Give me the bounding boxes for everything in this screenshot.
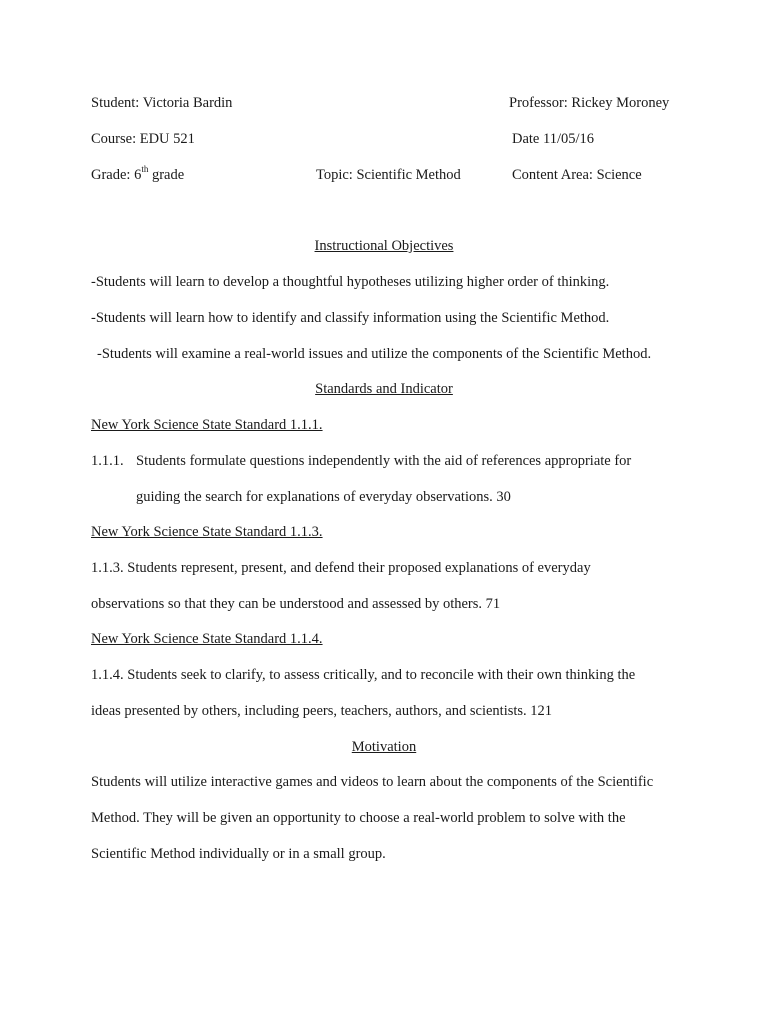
- grade-suffix: grade: [148, 167, 185, 183]
- motivation-text: Students will utilize interactive games and videos to learn about the components of the Scientific: [91, 774, 654, 790]
- professor-name: Professor: Rickey Moroney: [509, 95, 670, 111]
- standard-1-1-4-text: 1.1.4. Students seek to clarify, to assess critically, and to reconcile with their own thinking the: [91, 667, 636, 683]
- standard-title-1-1-3: New York Science State Standard 1.1.3.: [91, 524, 323, 540]
- objective-item: -Students will learn to develop a thoughtful hypotheses utilizing higher order of thinking.: [91, 274, 610, 290]
- standard-1-1-4-text-cont: ideas presented by others, including peers, teachers, authors, and scientists. 121: [91, 703, 553, 719]
- course: Course: EDU 521: [91, 131, 195, 147]
- date: Date 11/05/16: [512, 131, 595, 147]
- objectives-heading: Instructional Objectives: [314, 238, 454, 254]
- objective-item: -Students will examine a real-world issues and utilize the components of the Scientific Method.: [97, 346, 652, 362]
- grade-ordinal: th: [141, 164, 149, 175]
- motivation-text-cont: Method. They will be given an opportunity to choose a real-world problem to solve with the: [91, 810, 626, 826]
- objective-item: -Students will learn how to identify and classify information using the Scientific Method.: [91, 310, 610, 326]
- standard-1-1-3-text: 1.1.3. Students represent, present, and defend their proposed explanations of everyday: [91, 560, 591, 576]
- standard-1-1-3-text-cont: observations so that they can be understood and assessed by others. 71: [91, 596, 501, 612]
- standard-title-1-1-1: New York Science State Standard 1.1.1.: [91, 417, 323, 433]
- standard-1-1-1-text-cont: guiding the search for explanations of everyday observations. 30: [136, 489, 511, 505]
- motivation-heading: Motivation: [351, 739, 417, 755]
- standard-title-1-1-4: New York Science State Standard 1.1.4.: [91, 631, 323, 647]
- topic: Topic: Scientific Method: [316, 167, 461, 183]
- grade-prefix: Grade: 6: [91, 167, 142, 183]
- standard-1-1-1-number: 1.1.1.: [91, 453, 124, 469]
- standards-heading: Standards and Indicator: [315, 381, 453, 397]
- content-area: Content Area: Science: [512, 167, 642, 183]
- grade: [91, 166, 184, 184]
- motivation-text-end: Scientific Method individually or in a small group.: [91, 846, 386, 862]
- student-name: Student: Victoria Bardin: [91, 95, 233, 111]
- standard-1-1-1-text: Students formulate questions independently with the aid of references appropriate for: [136, 453, 632, 469]
